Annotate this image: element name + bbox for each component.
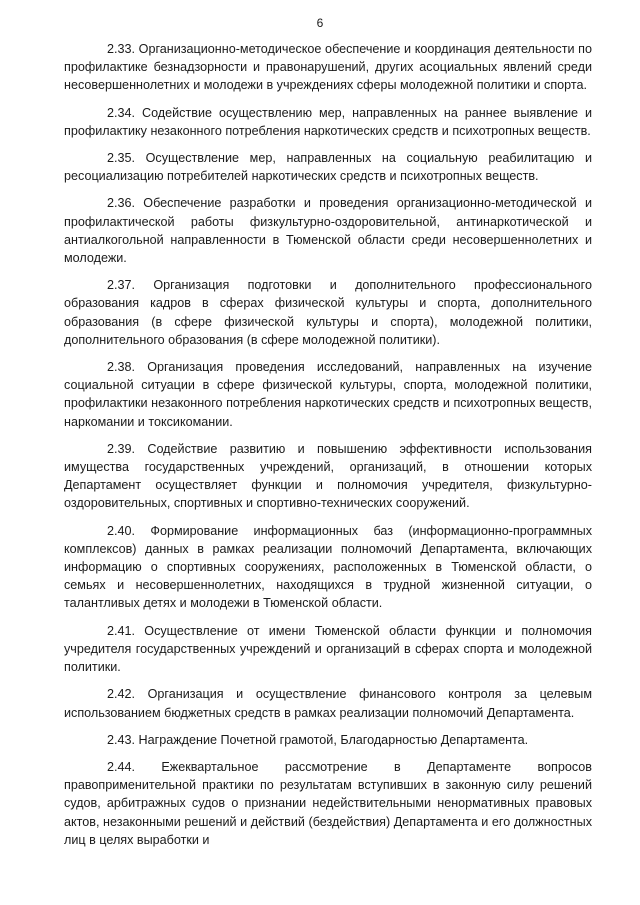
paragraph-2-40: 2.40. Формирование информационных баз (информационно-программных комплексов) данных в рамках реализации полномочий Департамента, включающих информацию о спортивных сооружениях, расположенных в Тюменской области, о семьях и несовершеннолетних, находящихся в трудной жизненной ситуации, о талантливых детях и молодежи в Тюменской области.	[64, 523, 592, 611]
paragraph-2-41: 2.41. Осуществление от имени Тюменской области функции и полномочия учредителя государственных учреждений и организаций в сферах спорта и молодежной политики.	[64, 623, 592, 675]
paragraph-2-39: 2.39. Содействие развитию и повышению эффективности использования имущества государственных учреждений, организаций, в отношении которых Департамент осуществляет функции и полномочия учредителя, физкультурно-оздоровительных, спортивных и спортивно-технических сооружений.	[64, 441, 592, 511]
paragraph-2-37: 2.37. Организация подготовки и дополнительного профессионального образования кадров в сферах физической культуры и спорта, дополнительного образования (в сфере физической культуры и спорта), молодежной политики, дополнительного образования (в сфере молодежной политики).	[64, 278, 592, 347]
paragraph-2-34: 2.34. Содействие осуществлению мер, направленных на раннее выявление и профилактику незаконного потребления наркотических средств и психотропных веществ.	[64, 105, 592, 138]
paragraph-2-33: 2.33. Организационно-методическое обеспечение и координация деятельности по профилактике безнадзорности и правонарушений, других асоциальных явлений среди несовершеннолетних и молодежи в учреждениях сферы молодежной политики и спорта.	[64, 42, 592, 93]
paragraph-2-35: 2.35. Осуществление мер, направленных на социальную реабилитацию и ресоциализацию потребителей наркотических средств и психотропных веществ.	[64, 151, 592, 184]
document-body	[64, 40, 592, 858]
paragraph-2-36: 2.36. Обеспечение разработки и проведения организационно-методической и профилактической работы физкультурно-оздоровительной, антинаркотической и антиалкогольной направленности в Тюменской области среди несовершеннолетних и молодежи.	[64, 196, 592, 266]
page-number: 6	[316, 16, 324, 30]
paragraph-2-38: 2.38. Организация проведения исследований, направленных на изучение социальной ситуации в сфере физической культуры, спорта, молодежной политики, профилактики незаконного потребления наркотических средств и психотропных веществ, наркомании и токсикомании.	[64, 360, 592, 429]
paragraph-2-42: 2.42. Организация и осуществление финансового контроля за целевым использованием бюджетных средств в рамках реализации полномочий Департамента.	[64, 687, 592, 720]
paragraph-2-43: 2.43. Награждение Почетной грамотой, Благодарностью Департамента.	[107, 732, 529, 747]
paragraph-2-44: 2.44. Ежеквартальное рассмотрение в Департаменте вопросов правоприменительной практики по результатам вступивших в законную силу решений судов, арбитражных судов о признании недействительными ненормативных правовых актов, незаконными решений и действий (бездействия) Департамента и его должностных лиц в целях выработки и	[64, 759, 592, 847]
